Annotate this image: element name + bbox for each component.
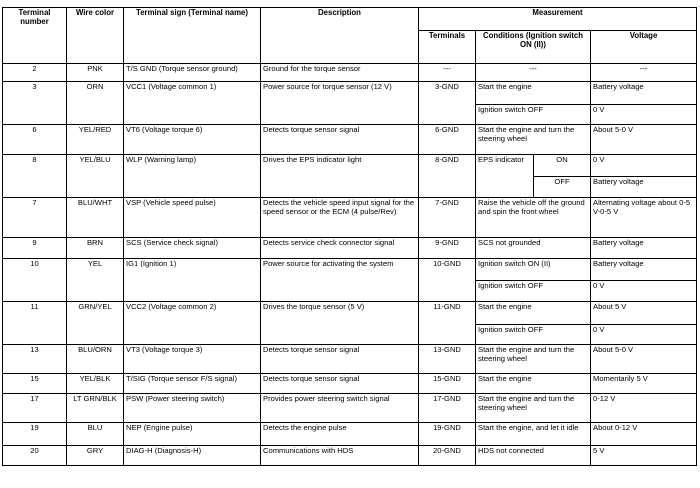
terminal-number: 7 [3, 198, 67, 238]
wire-color: ORN [67, 82, 124, 125]
sub-condition-off: OFF [534, 177, 591, 198]
terminal-number: 6 [3, 125, 67, 155]
voltage: Battery voltage [591, 177, 697, 198]
terminal-sign: IG1 (Ignition 1) [124, 259, 261, 302]
description: Detects torque sensor signal [261, 125, 419, 155]
condition: SCS not grounded [476, 238, 591, 259]
condition: HDS not connected [476, 446, 591, 466]
terminals: 8-GND [419, 155, 476, 198]
voltage: 0 V [591, 281, 697, 302]
table-row [3, 238, 697, 259]
table-row [3, 394, 697, 423]
table-row [3, 125, 697, 155]
description: Power source for torque sensor (12 V) [261, 82, 419, 125]
voltage: Alternating voltage about 0-5 V-0-5 V [591, 198, 697, 238]
wire-color: BLU/WHT [67, 198, 124, 238]
voltage: Battery voltage [591, 82, 697, 105]
condition: Start the engine and turn the steering wheel [476, 394, 591, 423]
condition: Start the engine [476, 302, 591, 325]
wire-color: BLU/ORN [67, 345, 124, 374]
wire-color: GRN/YEL [67, 302, 124, 345]
sub-condition-on: ON [534, 155, 591, 177]
wire-color: YEL/BLK [67, 374, 124, 394]
wire-color: GRY [67, 446, 124, 466]
wire-color: YEL/RED [67, 125, 124, 155]
terminal-sign: SCS (Service check signal) [124, 238, 261, 259]
description: Detects the vehicle speed input signal for the speed sensor or the ECM (4 pulse/Rev) [261, 198, 419, 238]
description: Drives the torque sensor (5 V) [261, 302, 419, 345]
terminal-sign: VCC1 (Voltage common 1) [124, 82, 261, 125]
table-row [3, 198, 697, 238]
terminals: 11-GND [419, 302, 476, 345]
header-terminal-number: Terminal number [3, 8, 67, 64]
condition: Start the engine and turn the steering wheel [476, 345, 591, 374]
voltage: --- [591, 64, 697, 82]
condition: --- [476, 64, 591, 82]
description: Detects service check connector signal [261, 238, 419, 259]
terminals: 17-GND [419, 394, 476, 423]
terminal-number: 10 [3, 259, 67, 302]
terminal-sign: NEP (Engine pulse) [124, 423, 261, 446]
wire-color: YEL [67, 259, 124, 302]
table-row [3, 82, 697, 105]
condition: Ignition switch OFF [476, 325, 591, 345]
terminal-number: 11 [3, 302, 67, 345]
voltage: 0 V [591, 325, 697, 345]
wire-color: YEL/BLU [67, 155, 124, 198]
table-row [3, 302, 697, 325]
condition: Ignition switch ON (II) [476, 259, 591, 281]
terminal-number: 3 [3, 82, 67, 125]
terminals: 20-GND [419, 446, 476, 466]
terminal-number: 19 [3, 423, 67, 446]
wire-color: BRN [67, 238, 124, 259]
terminal-sign: T/S GND (Torque sensor ground) [124, 64, 261, 82]
voltage: Battery voltage [591, 259, 697, 281]
terminals: 6-GND [419, 125, 476, 155]
condition: Raise the vehicle off the ground and spin the front wheel [476, 198, 591, 238]
voltage: About 5 V [591, 302, 697, 325]
description: Power source for activating the system [261, 259, 419, 302]
voltage: Momentarily 5 V [591, 374, 697, 394]
condition: Start the engine, and let it idle [476, 423, 591, 446]
condition: Start the engine and turn the steering wheel [476, 125, 591, 155]
terminal-number: 2 [3, 64, 67, 82]
description: Drives the EPS indicator light [261, 155, 419, 198]
description: Detects torque sensor signal [261, 374, 419, 394]
description: Provides power steering switch signal [261, 394, 419, 423]
terminal-sign: PSW (Power steering switch) [124, 394, 261, 423]
terminals: 7-GND [419, 198, 476, 238]
table-row [3, 345, 697, 374]
terminal-sign: VT6 (Voltage torque 6) [124, 125, 261, 155]
terminals: 3-GND [419, 82, 476, 125]
terminal-number: 17 [3, 394, 67, 423]
description: Ground for the torque sensor [261, 64, 419, 82]
wire-color: BLU [67, 423, 124, 446]
terminal-sign: WLP (Warning lamp) [124, 155, 261, 198]
voltage: About 0-12 V [591, 423, 697, 446]
condition: Ignition switch OFF [476, 105, 591, 125]
terminals: 9-GND [419, 238, 476, 259]
terminal-number: 15 [3, 374, 67, 394]
table-row [3, 423, 697, 446]
terminal-number: 20 [3, 446, 67, 466]
voltage: About 5-0 V [591, 345, 697, 374]
header-description: Description [261, 8, 419, 64]
voltage: 0 V [591, 105, 697, 125]
terminal-sign: DIAG-H (Diagnosis-H) [124, 446, 261, 466]
table-row [3, 64, 697, 82]
terminals: --- [419, 64, 476, 82]
terminals: 13-GND [419, 345, 476, 374]
table-row [3, 155, 697, 177]
condition: Start the engine [476, 82, 591, 105]
header-terminal-sign: Terminal sign (Terminal name) [124, 8, 261, 64]
voltage: Battery voltage [591, 238, 697, 259]
terminal-number: 8 [3, 155, 67, 198]
terminal-sign: VCC2 (Voltage common 2) [124, 302, 261, 345]
terminals: 15-GND [419, 374, 476, 394]
condition: EPS indicator [476, 155, 534, 198]
terminal-table [2, 7, 697, 466]
table-row [3, 374, 697, 394]
terminal-number: 9 [3, 238, 67, 259]
table-row [3, 259, 697, 281]
header-measurement: Measurement [419, 8, 697, 31]
description: Detects the engine pulse [261, 423, 419, 446]
header-voltage: Voltage [591, 31, 697, 64]
terminal-sign: T/SIG (Torque sensor F/S signal) [124, 374, 261, 394]
terminals: 10-GND [419, 259, 476, 302]
voltage: About 5-0 V [591, 125, 697, 155]
table-row [3, 446, 697, 466]
header-conditions: Conditions (Ignition switch ON (II)) [476, 31, 591, 64]
condition: Ignition switch OFF [476, 281, 591, 302]
terminal-sign: VT3 (Voltage torque 3) [124, 345, 261, 374]
wire-color: LT GRN/BLK [67, 394, 124, 423]
header-terminals: Terminals [419, 31, 476, 64]
wire-color: PNK [67, 64, 124, 82]
voltage: 5 V [591, 446, 697, 466]
header-wire-color: Wire color [67, 8, 124, 64]
terminals: 19-GND [419, 423, 476, 446]
terminal-sign: VSP (Vehicle speed pulse) [124, 198, 261, 238]
description: Detects torque sensor signal [261, 345, 419, 374]
voltage: 0 V [591, 155, 697, 177]
terminal-number: 13 [3, 345, 67, 374]
condition: Start the engine [476, 374, 591, 394]
description: Communications with HDS [261, 446, 419, 466]
voltage: 0-12 V [591, 394, 697, 423]
